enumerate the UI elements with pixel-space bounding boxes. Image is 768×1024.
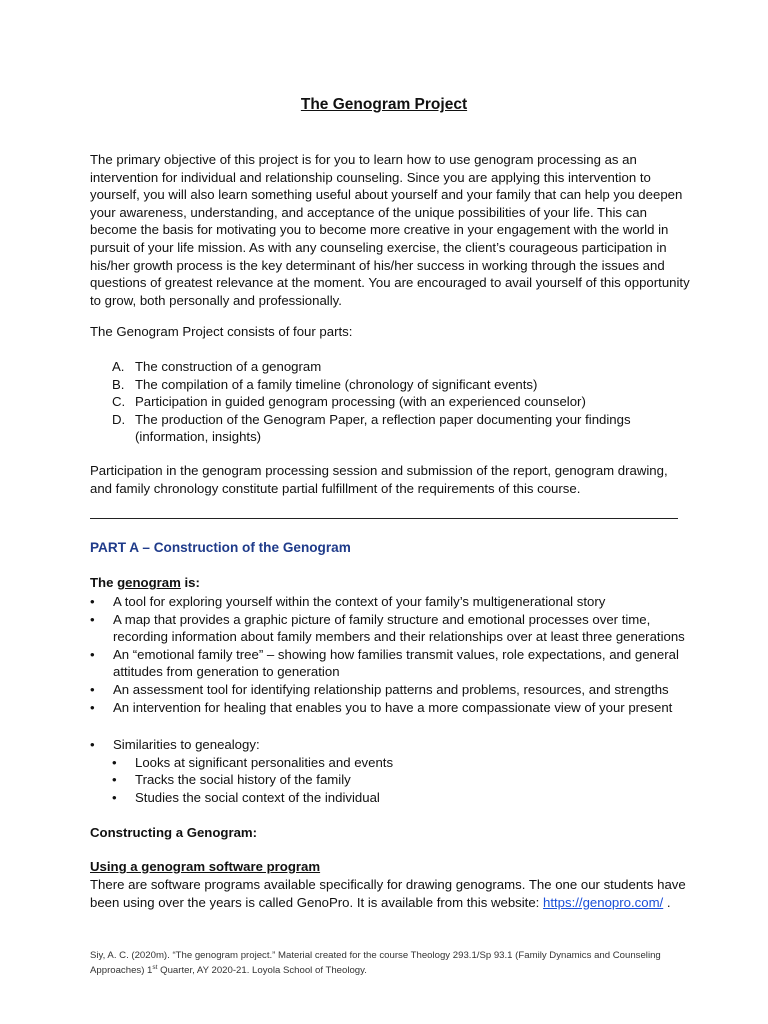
list-marker: C. <box>112 394 126 410</box>
heading-keyword: genogram <box>117 575 181 590</box>
list-item <box>90 358 690 376</box>
part-a-heading: PART A – Construction of the Genogram <box>90 540 351 555</box>
heading-suffix: is: <box>180 575 200 590</box>
heading-prefix: The <box>90 575 118 590</box>
bullet-icon: • <box>90 611 95 627</box>
list-item-text: Participation in guided genogram processing (with an experienced counselor) <box>135 394 586 410</box>
list-item-text: Studies the social context of the individual <box>135 789 380 805</box>
similarities-list <box>90 736 690 806</box>
footer-text: Siy, A. C. (2020m). “The genogram project.” Material created for the course Theology 293.1/Sp 93.1 (Family Dynamics and Counseling Approaches) 1 <box>90 950 661 976</box>
list-marker: A. <box>112 359 125 374</box>
list-item-text: A map that provides a graphic picture of family structure and emotional processes over time, recording information about family members and their relationships over at least three generations <box>113 611 685 645</box>
list-item <box>90 771 690 789</box>
list-item <box>90 754 690 772</box>
list-item <box>90 736 690 754</box>
list-item-text: The compilation of a family timeline (chronology of significant events) <box>135 376 538 392</box>
bullet-icon: • <box>112 754 117 770</box>
bullet-icon: • <box>90 681 95 697</box>
list-item <box>90 376 690 394</box>
bullet-icon: • <box>90 737 95 752</box>
list-item <box>90 393 690 411</box>
document-title: The Genogram Project <box>300 96 468 113</box>
list-item-text: Looks at significant personalities and events <box>135 754 394 770</box>
bullet-icon: • <box>90 646 95 662</box>
bullet-icon: • <box>90 594 95 609</box>
intro-paragraph: The primary objective of this project is for you to learn how to use genogram processing as an intervention for individual and relationship counseling. Since you are applying this intervention to yourself, you will also learn something useful about yourself and your family that can help you deepen your awareness, understanding, and acceptance of the unique possibilities of your life. This can become the basis for motivating you to become more creative in your engagement with the world in pursuit of your life mission. As with any counseling exercise, the client’s courageous participation in his/her growth process is the key determinant of his/her success in working through the issues and questions of greatest relevance at the moment. You are encouraged to avail yourself of this opportunity to grow, both personally and professionally. <box>90 152 690 308</box>
list-marker: D. <box>112 411 126 427</box>
parts-lead: The Genogram Project consists of four parts: <box>90 324 353 339</box>
software-text-end: . <box>663 894 671 910</box>
software-paragraph <box>90 876 690 911</box>
constructing-heading: Constructing a Genogram: <box>90 825 258 840</box>
parts-list <box>90 358 690 446</box>
list-item-text: The production of the Genogram Paper, a reflection paper documenting your findings (information, insights) <box>135 411 631 445</box>
list-item-text: Tracks the social history of the family <box>135 772 351 788</box>
list-marker: B. <box>112 376 125 392</box>
footer-citation <box>90 948 690 978</box>
list-item <box>90 646 690 681</box>
list-item <box>90 593 690 611</box>
list-item-text: An assessment tool for identifying relationship patterns and problems, resources, and strengths <box>113 681 669 697</box>
similarities-sublist <box>90 754 690 807</box>
list-item-text: A tool for exploring yourself within the context of your family’s multigenerational story <box>113 594 606 609</box>
list-item <box>90 611 690 646</box>
list-item-text: An “emotional family tree” – showing how families transmit values, role expectations, and general attitudes from generation to generation <box>113 646 679 680</box>
software-heading: Using a genogram software program <box>90 859 321 874</box>
footer-superscript: st <box>152 963 158 971</box>
genopro-link[interactable]: https://genopro.com/ <box>543 894 664 910</box>
genogram-definition-list <box>90 593 690 716</box>
list-item <box>90 789 690 807</box>
list-item <box>90 411 690 446</box>
bullet-icon: • <box>112 789 117 805</box>
bullet-icon: • <box>90 699 95 715</box>
software-text: There are software programs available specifically for drawing genograms. The one our students have been using over the years is called GenoPro. It is available from this website: <box>90 877 686 910</box>
bullet-icon: • <box>112 772 117 788</box>
list-item-text: The construction of a genogram <box>135 359 322 374</box>
list-item-text: Similarities to genealogy: <box>113 737 260 752</box>
list-item <box>90 681 690 699</box>
closing-paragraph: Participation in the genogram processing session and submission of the report, genogram drawing, and family chronology constitute partial fulfillment of the requirements of this course. <box>90 463 668 496</box>
footer-text-end: Quarter, AY 2020-21. Loyola School of Theology. <box>157 965 367 976</box>
list-item-text: An intervention for healing that enables you to have a more compassionate view of your present <box>113 699 673 715</box>
sublist-container <box>90 754 690 807</box>
genogram-definition-heading <box>90 574 200 592</box>
list-item <box>90 699 690 717</box>
section-divider <box>90 518 678 519</box>
